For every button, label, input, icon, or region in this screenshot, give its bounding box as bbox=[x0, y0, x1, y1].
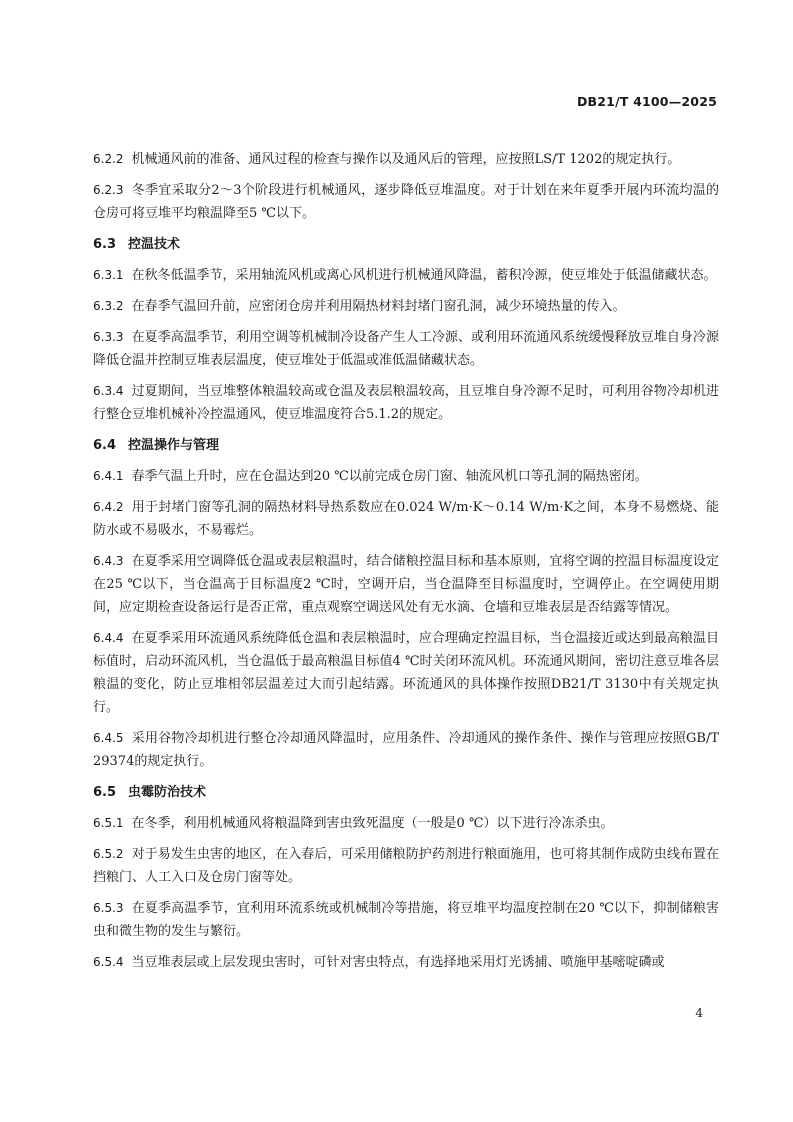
document-body bbox=[93, 148, 719, 982]
clause-number: 6.3.1 bbox=[93, 268, 124, 282]
clause-text: 当豆堆表层或上层发现虫害时，可针对害虫特点，有选择地采用灯光诱捕、喷施甲基嘧啶磷或 bbox=[131, 955, 665, 970]
clause-6-4-1 bbox=[93, 465, 719, 488]
heading-text: 控温操作与管理 bbox=[128, 438, 220, 453]
clause-6-4-4 bbox=[93, 627, 719, 719]
clause-text: 在冬季，利用机械通风将粮温降到害虫致死温度（一般是0 ℃）以下进行冷冻杀虫。 bbox=[131, 816, 614, 831]
clause-number: 6.2.3 bbox=[93, 183, 124, 197]
clause-number: 6.3.2 bbox=[93, 299, 124, 313]
heading-number: 6.3 bbox=[93, 237, 117, 252]
heading-6-3 bbox=[93, 233, 719, 256]
clause-6-5-2 bbox=[93, 843, 719, 889]
clause-6-5-4 bbox=[93, 951, 719, 974]
heading-number: 6.5 bbox=[93, 785, 117, 800]
clause-text: 机械通风前的准备、通风过程的检查与操作以及通风后的管理，应按照LS/T 1202的规定执行。 bbox=[131, 152, 681, 167]
clause-number: 6.3.4 bbox=[93, 384, 124, 398]
clause-text: 在秋冬低温季节，采用轴流风机或离心风机进行机械通风降温，蓄积冷源，使豆堆处于低温储藏状态。 bbox=[131, 268, 717, 283]
clause-text: 用于封堵门窗等孔洞的隔热材料导热系数应在0.024 W/m·K～0.14 W/m·K之间，本身不易燃烧、能防水或不易吸水，不易霉烂。 bbox=[93, 500, 719, 538]
clause-6-3-4 bbox=[93, 380, 719, 426]
clause-number: 6.2.2 bbox=[93, 152, 124, 166]
heading-number: 6.4 bbox=[93, 438, 117, 453]
clause-text: 春季气温上升时，应在仓温达到20 ℃以前完成仓房门窗、轴流风机口等孔洞的隔热密闭。 bbox=[131, 469, 648, 484]
heading-6-4 bbox=[93, 434, 719, 457]
clause-text: 在夏季采用空调降低仓温或表层粮温时，结合储粮控温目标和基本原则，宜将空调的控温目标温度设定在25 ℃以下，当仓温高于目标温度2 ℃时，空调开启，当仓温降至目标温度时，空调停止。在空调使用期间，应定期检查设备运行是否正常，重点观察空调送风处有无水滴、仓墙和豆堆表层是否结露等情况。 bbox=[93, 554, 719, 615]
clause-text: 在夏季高温季节，宜利用环流系统或机械制冷等措施，将豆堆平均温度控制在20 ℃以下，抑制储粮害虫和微生物的发生与繁衍。 bbox=[93, 901, 719, 939]
page-number: 4 bbox=[695, 1006, 703, 1020]
clause-text: 冬季宜采取分2～3个阶段进行机械通风，逐步降低豆堆温度。对于计划在来年夏季开展内环流均温的仓房可将豆堆平均粮温降至5 ℃以下。 bbox=[93, 183, 719, 221]
clause-number: 6.4.3 bbox=[93, 554, 124, 568]
clause-number: 6.4.1 bbox=[93, 469, 124, 483]
clause-text: 采用谷物冷却机进行整仓冷却通风降温时，应用条件、冷却通风的操作条件、操作与管理应按照GB/T 29374的规定执行。 bbox=[93, 731, 719, 769]
clause-number: 6.5.2 bbox=[93, 847, 124, 861]
clause-text: 在春季气温回升前，应密闭仓房并利用隔热材料封堵门窗孔洞，减少环境热量的传入。 bbox=[131, 299, 626, 314]
clause-text: 在夏季采用环流通风系统降低仓温和表层粮温时，应合理确定控温目标，当仓温接近或达到最高粮温目标值时，启动环流风机，当仓温低于最高粮温目标值4 ℃时关闭环流风机。环流通风期间，密切注意豆堆各层粮温的变化，防止豆堆相邻层温差过大而引起结露。环流通风的具体操作按照DB21/T 3130中有关规定执行。 bbox=[93, 631, 719, 715]
clause-number: 6.3.3 bbox=[93, 330, 124, 344]
heading-text: 虫霉防治技术 bbox=[128, 785, 207, 800]
document-code: DB21/T 4100—2025 bbox=[576, 94, 717, 109]
clause-6-3-3 bbox=[93, 326, 719, 372]
heading-6-5 bbox=[93, 781, 719, 804]
clause-6-3-1 bbox=[93, 264, 719, 287]
clause-number: 6.5.3 bbox=[93, 901, 124, 915]
clause-6-4-5 bbox=[93, 727, 719, 773]
clause-number: 6.5.4 bbox=[93, 955, 124, 969]
clause-number: 6.4.4 bbox=[93, 631, 124, 645]
clause-6-4-2 bbox=[93, 496, 719, 542]
heading-text: 控温技术 bbox=[128, 237, 181, 252]
clause-number: 6.4.5 bbox=[93, 731, 124, 745]
clause-text: 在夏季高温季节，利用空调等机械制冷设备产生人工冷源、或利用环流通风系统缓慢释放豆堆自身冷源降低仓温并控制豆堆表层温度，使豆堆处于低温或准低温储藏状态。 bbox=[93, 330, 719, 368]
clause-number: 6.5.1 bbox=[93, 816, 124, 830]
clause-6-2-2 bbox=[93, 148, 719, 171]
clause-6-5-3 bbox=[93, 897, 719, 943]
clause-text: 过夏期间，当豆堆整体粮温较高或仓温及表层粮温较高，且豆堆自身冷源不足时，可利用谷物冷却机进行整仓豆堆机械补冷控温通风，使豆堆温度符合5.1.2的规定。 bbox=[93, 384, 719, 422]
clause-text: 对于易发生虫害的地区，在入春后，可采用储粮防护药剂进行粮面施用，也可将其制作成防虫线布置在挡粮门、人工入口及仓房门窗等处。 bbox=[93, 847, 719, 885]
clause-6-3-2 bbox=[93, 295, 719, 318]
clause-6-5-1 bbox=[93, 812, 719, 835]
clause-6-4-3 bbox=[93, 550, 719, 619]
clause-6-2-3 bbox=[93, 179, 719, 225]
clause-number: 6.4.2 bbox=[93, 500, 124, 514]
